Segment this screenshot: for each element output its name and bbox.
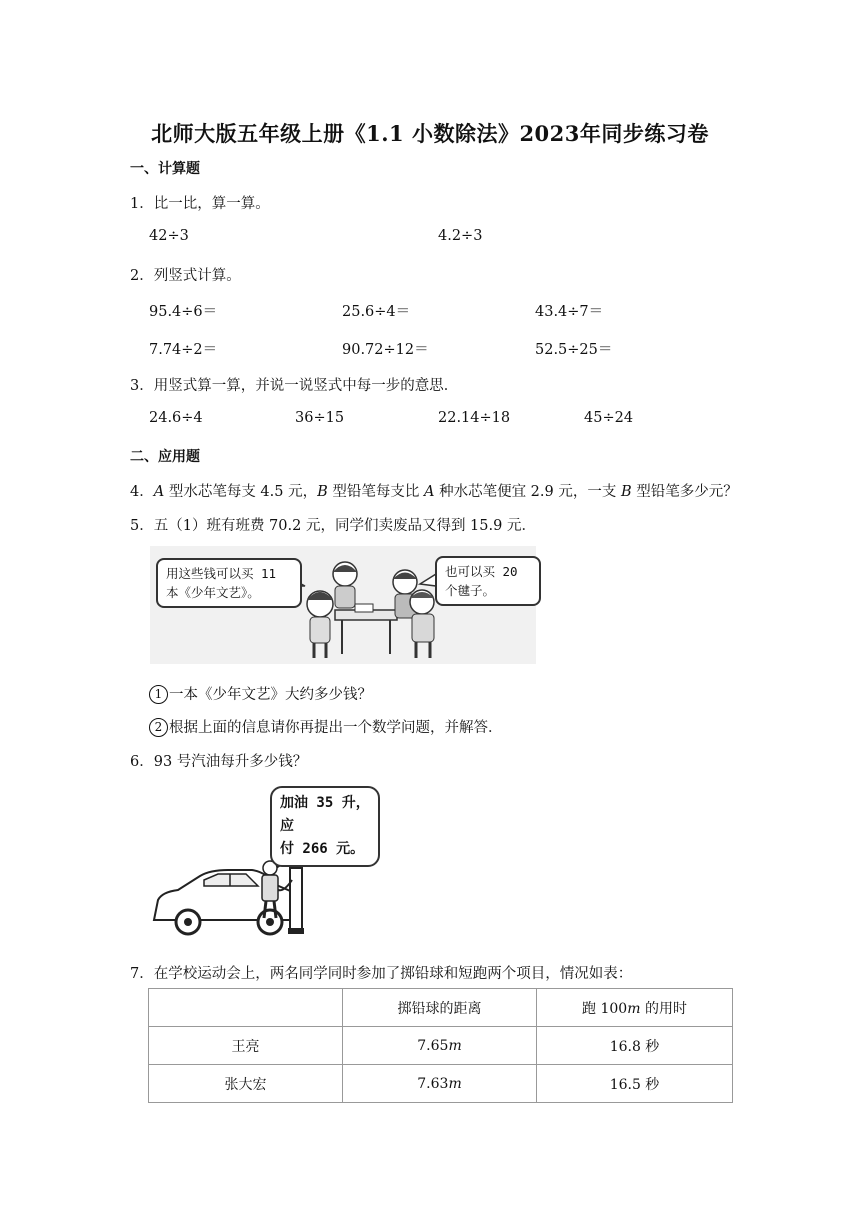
bubble-text: 本《少年文艺》。 — [166, 585, 260, 600]
circled-number: 2 — [149, 718, 168, 737]
q2-expr: 25.6÷4＝ — [342, 304, 411, 320]
circled-number: 1 — [149, 685, 168, 704]
bubble-text: 用这些钱可以买 11 — [166, 566, 277, 581]
table-header-cell: 跑 100m 的用时 — [537, 989, 733, 1027]
q5-sub-1: 1 一本《少年文艺》大约多少钱？ — [149, 683, 372, 704]
speech-bubble-gas — [270, 786, 380, 867]
speech-bubble-right — [435, 556, 541, 606]
table-header-cell: 掷铅球的距离 — [343, 989, 537, 1027]
question-1: 1．比一比，算一算。 — [130, 196, 270, 212]
q2-expr: 90.72÷12＝ — [342, 342, 429, 358]
page-title: 北师大版五年级上册《1.1 小数除法》2023年同步练习卷 — [151, 121, 709, 146]
question-7: 7．在学校运动会上，两名同学同时参加了掷铅球和短跑两个项目，情况如表： — [130, 966, 633, 982]
bubble-text: 加油 35 升，应 — [280, 795, 370, 834]
q2-expr: 43.4÷7＝ — [535, 304, 604, 320]
bubble-text: 也可以买 20 — [445, 564, 518, 579]
bubble-text: 个毽子。 — [445, 583, 496, 598]
table-cell: 7.63m — [343, 1065, 537, 1103]
table-cell: 王亮 — [149, 1027, 343, 1065]
table-cell: 16.5 秒 — [537, 1065, 733, 1103]
q2-expr: 95.4÷6＝ — [149, 304, 218, 320]
gas-station-illustration — [148, 782, 388, 942]
q2-expr: 52.5÷25＝ — [535, 342, 613, 358]
table-cell: 张大宏 — [149, 1065, 343, 1103]
table-cell: 7.65m — [343, 1027, 537, 1065]
q1-expr-2: 4.2÷3 — [438, 228, 483, 244]
table-cell: 16.8 秒 — [537, 1027, 733, 1065]
question-6: 6．93 号汽油每升多少钱？ — [130, 754, 308, 770]
q2-expr: 7.74÷2＝ — [149, 342, 218, 358]
question-3: 3．用竖式算一算，并说一说竖式中每一步的意思． — [130, 378, 459, 394]
table-row — [149, 1065, 733, 1103]
q5-sub-2: 2 根据上面的信息请你再提出一个数学问题，并解答． — [149, 716, 503, 737]
table-row — [149, 1027, 733, 1065]
children-illustration — [150, 546, 536, 664]
speech-bubble-left — [156, 558, 302, 608]
q3-expr: 36÷15 — [295, 410, 345, 426]
q3-expr: 45÷24 — [584, 410, 634, 426]
table-header-cell — [149, 989, 343, 1027]
question-2: 2．列竖式计算。 — [130, 268, 241, 284]
section-calculation: 一、计算题 — [130, 161, 200, 177]
question-4: 4．A 型水芯笔每支 4.5 元，B 型铅笔每支比 A 种水芯笔便宜 2.9 元，一支 B 型铅笔多少元？ — [130, 484, 738, 500]
sports-table — [148, 988, 733, 1103]
question-5: 5．五（1）班有班费 70.2 元，同学们卖废品又得到 15.9 元． — [130, 518, 536, 534]
section-application: 二、应用题 — [130, 449, 200, 465]
q3-expr: 22.14÷18 — [438, 410, 511, 426]
q3-expr: 24.6÷4 — [149, 410, 203, 426]
table-header-row — [149, 989, 733, 1027]
bubble-text: 付 266 元。 — [280, 841, 365, 857]
q1-expr-1: 42÷3 — [149, 228, 189, 244]
